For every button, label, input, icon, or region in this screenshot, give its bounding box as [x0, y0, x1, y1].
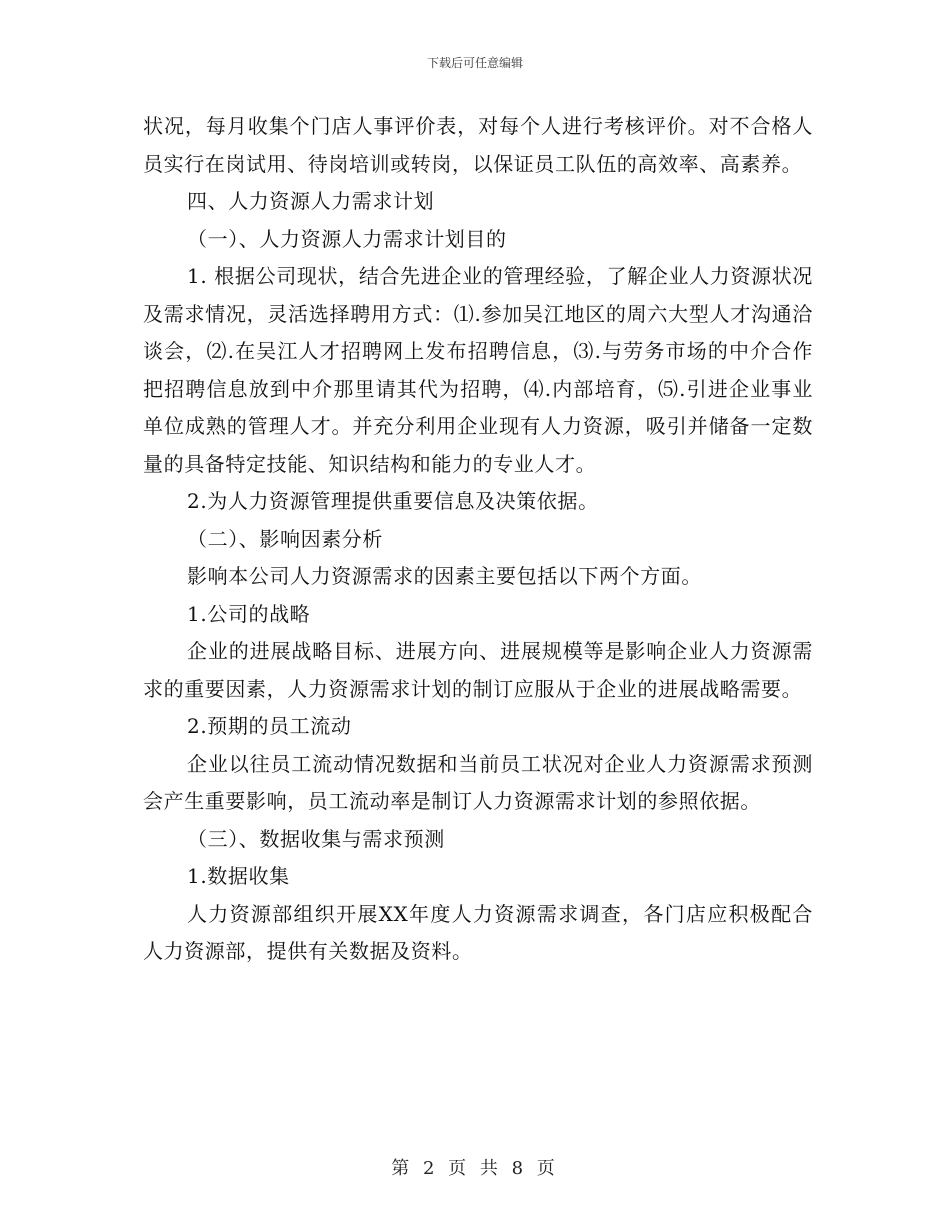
- subsection-heading-2: （二）、影响因素分析: [187, 526, 383, 551]
- document-body: [143, 108, 813, 971]
- paragraph-turnover: 企业以往员工流动情况数据和当前员工状况对企业人力资源需求预测会产生重要影响，员工流动率是制订人力资源需求计划的参照依据。: [143, 751, 813, 813]
- page-number: 第 2 页 共 8 页: [391, 1158, 559, 1179]
- subsection-heading-1: （一）、人力资源人力需求计划目的: [187, 226, 507, 251]
- paragraph-strategy: 企业的进展战略目标、进展方向、进展规模等是影响企业人力资源需求的重要因素，人力资源需求计划的制订应服从于企业的进展战略需要。: [143, 639, 813, 701]
- item-heading-strategy: 1.公司的战略: [187, 601, 311, 626]
- subsection-heading-3: （三）、数据收集与需求预测: [187, 826, 445, 851]
- paragraph-data-collection: 人力资源部组织开展XX年度人力资源需求调查，各门店应积极配合人力资源部，提供有关数据及资料。: [143, 901, 813, 963]
- paragraph-factors-intro: 影响本公司人力资源需求的因素主要包括以下两个方面。: [187, 564, 702, 588]
- item-heading-turnover: 2.预期的员工流动: [187, 714, 352, 738]
- page-header-note: 下载后可任意编辑: [426, 56, 523, 70]
- paragraph-purpose-1: 1. 根据公司现状，结合先进企业的管理经验，了解企业人力资源状况及需求情况，灵活选择聘用方式：⑴.参加吴江地区的周六大型人才沟通洽谈会，⑵.在吴江人才招聘网上发布招聘信息，⑶.与劳务市场的中介合作把招聘信息放到中介那里请其代为招聘，⑷.内部培育，⑸.引进企业事业单位成熟的管理人才。并充分利用企业现有人力资源，吸引并储备一定数量的具备特定技能、知识结构和能力的专业人才。: [143, 264, 813, 476]
- paragraph-staff-evaluation: 状况，每月收集个门店人事评价表，对每个人进行考核评价。对不合格人员实行在岗试用、待岗培训或转岗，以保证员工队伍的高效率、高素养。: [143, 114, 813, 176]
- item-heading-data-collection: 1.数据收集: [187, 864, 290, 888]
- paragraph-purpose-2: 2.为人力资源管理提供重要信息及决策依据。: [187, 489, 599, 513]
- section-heading-4: 四、人力资源人力需求计划: [187, 189, 435, 213]
